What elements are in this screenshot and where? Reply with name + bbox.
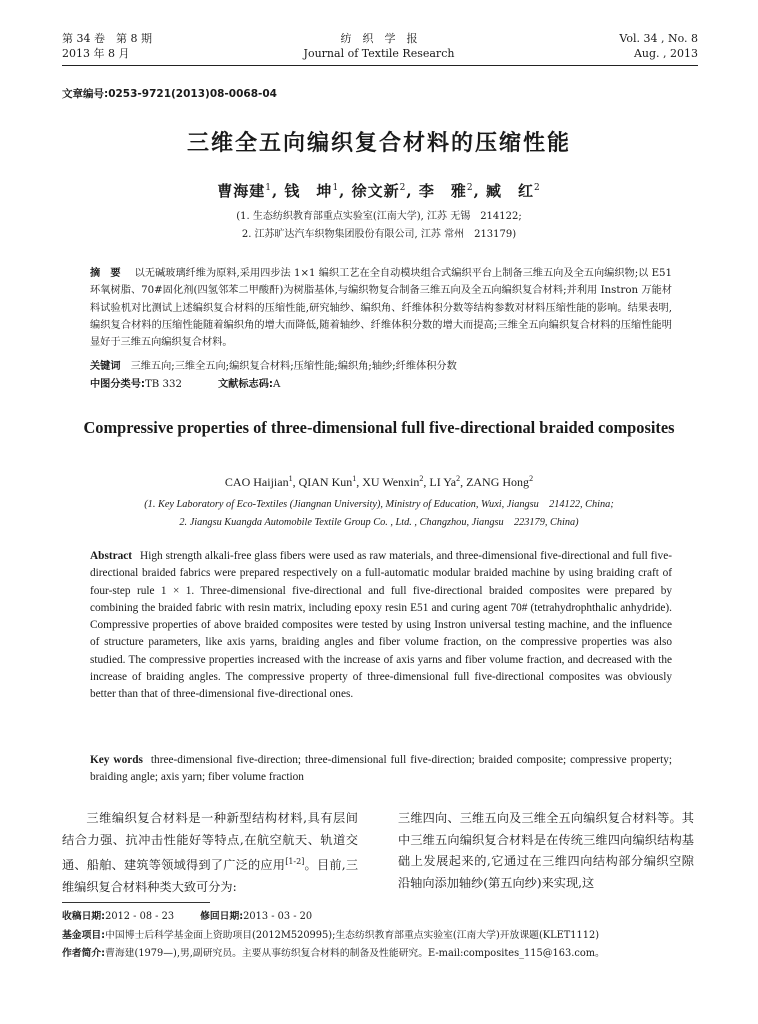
body-right-text: 三维四向、三维五向及三维全五向编织复合材料等。其中三维五向编织复合材料是在传统三维四向编织结构基础上发展起来的,它通过在三维四向结构部分编织空隙沿轴向添加轴纱(第五向纱)来实现,这 bbox=[398, 811, 694, 890]
affiliation-en-2: 2. Jiangsu Kuangda Automobile Textile Group Co. , Ltd. , Changzhou, Jiangsu 223179, China) bbox=[179, 517, 579, 528]
author-cn: 李 雅 bbox=[418, 182, 467, 200]
footnotes bbox=[62, 908, 702, 964]
body-left-text: 三维编织复合材料是一种新型结构材料,具有层间结合力强、抗冲击性能好等特点,在航空航天、轨道交通、船舶、建筑等领域得到了广泛的应用 bbox=[62, 811, 358, 873]
header-journal-en: Journal of Textile Research bbox=[303, 47, 455, 60]
author-sup: 2 bbox=[466, 183, 474, 193]
author-cn: 钱 坤 bbox=[284, 182, 333, 200]
affiliation-en-1: (1. Key Laboratory of Eco-Textiles (Jiangnan University), Ministry of Education, Wuxi, Jiangsu 214122, China; bbox=[144, 499, 614, 510]
clc-label: 中图分类号: bbox=[90, 379, 146, 390]
revised-value: 2013 - 03 - 20 bbox=[243, 911, 313, 922]
title-en: Compressive properties of three-dimensional full five-directional braided composites bbox=[83, 418, 675, 437]
body-column-right bbox=[398, 808, 694, 894]
doc-code-label: 文献标志码: bbox=[217, 379, 273, 390]
classification bbox=[90, 376, 672, 393]
author-cn: 臧 红 bbox=[486, 182, 535, 200]
abstract-cn bbox=[90, 265, 672, 351]
author-cn: 徐文新 bbox=[351, 182, 400, 200]
author-bio-label: 作者简介: bbox=[62, 948, 106, 959]
citation: [1-2] bbox=[285, 857, 305, 866]
keywords-cn-text: 三维五向;三维全五向;编织复合材料;压缩性能;编织角;轴纱;纤维体积分数 bbox=[130, 361, 457, 372]
author-sup: 2 bbox=[399, 183, 407, 193]
header-date-cn: 2013 年 8 月 bbox=[62, 47, 130, 60]
fund-value: 中国博士后科学基金面上资助项目(2012M520995);生态纺织教育部重点实验室(江南大学)开放课题(KLET1112) bbox=[105, 929, 600, 941]
author-sup: 1 bbox=[352, 474, 357, 483]
body-left-tail: 。目前,三维编织复合材料种类大致可分为: bbox=[62, 858, 359, 894]
article-id: 文章编号:0253-9721(2013)08-0068-04 bbox=[62, 88, 277, 100]
keywords-en-label: Key words bbox=[90, 754, 143, 766]
title-cn: 三维全五向编织复合材料的压缩性能 bbox=[186, 131, 571, 156]
abstract-en bbox=[90, 548, 672, 704]
keywords-cn-label: 关键词 bbox=[90, 361, 121, 372]
header-volume-issue-en: Vol. 34 , No. 8 bbox=[619, 32, 698, 45]
author-sup: 1 bbox=[265, 183, 272, 193]
abstract-en-label: Abstract bbox=[90, 550, 133, 562]
keywords-en-text: three-dimensional five-direction; three-dimensional full five-direction; braided composite; compressive property; braiding angle; axis yarn; fiber volume fraction bbox=[90, 754, 672, 784]
received-value: 2012 - 08 - 23 bbox=[105, 911, 175, 922]
keywords-cn bbox=[90, 358, 672, 375]
header-volume-issue-cn: 第 34 卷 第 8 期 bbox=[62, 32, 152, 45]
footnote-dates bbox=[62, 908, 702, 927]
author-en: ZANG Hong bbox=[466, 475, 530, 489]
author-sup: 2 bbox=[419, 474, 424, 483]
author-en: LI Ya bbox=[429, 475, 457, 489]
affiliation-cn-2: 2. 江苏旷达汽车织物集团股份有限公司, 江苏 常州 213179) bbox=[241, 229, 517, 240]
affiliation-cn-1: (1. 生态纺织教育部重点实验室(江南大学), 江苏 无锡 214122; bbox=[236, 211, 522, 222]
author-sup: 1 bbox=[332, 183, 340, 193]
footnote-fund bbox=[62, 927, 702, 946]
footnote-divider bbox=[62, 902, 210, 903]
body-column-left bbox=[62, 808, 358, 898]
author-sup: 2 bbox=[456, 474, 461, 483]
doc-code-value: A bbox=[273, 379, 281, 390]
abstract-cn-label: 摘 要 bbox=[90, 268, 121, 279]
author-sup: 2 bbox=[534, 183, 541, 193]
authors-cn: 曹海建$^1$, 钱 坤$^1$, 徐文新$^2$, 李 雅$^2$, 臧 红$^2$ bbox=[217, 182, 541, 200]
header-date-en: Aug. , 2013 bbox=[633, 47, 698, 60]
author-en: XU Wenxin bbox=[362, 475, 420, 489]
abstract-cn-text: 以无碱玻璃纤维为原料,采用四步法 1×1 编织工艺在全自动模块组合式编织平台上制备三维五向及全五向编织物;以 E51 环氧树脂、70#固化剂(四氢邻苯二甲酸酐)为树脂基体,与编织物复合制备三维五向及全五向编织复合材料;并利用 Instron 万能材料试验机对比测试上述编织复合材料的压缩性能,研究轴纱、编织角、纤维体积分数等结构参数对材料压缩性能的影响。结果表明,编织复合材料的压缩性能随着编织角的增大而降低,随着轴纱、纤维体积分数的增大而提高;三维全五向编织复合材料的压缩性能明显好于三维五向编织复合材料。 bbox=[90, 268, 673, 349]
footnote-author bbox=[62, 945, 702, 964]
revised-label: 修回日期: bbox=[200, 911, 244, 922]
author-sup: 2 bbox=[529, 474, 534, 483]
author-cn: 曹海建 bbox=[217, 182, 266, 200]
authors-en: CAO Haijian$^1$, QIAN Kun$^1$, XU Wenxin$^2$, LI Ya$^2$, ZANG Hong$^2$ bbox=[224, 474, 534, 489]
received-label: 收稿日期: bbox=[62, 911, 106, 922]
author-bio-value: 曹海建(1979—),男,副研究员。主要从事纺织复合材料的制备及性能研究。E-mail:composites_115@163.com。 bbox=[105, 948, 605, 959]
header-journal-cn: 纺 织 学 报 bbox=[340, 32, 418, 45]
clc-value: TB 332 bbox=[145, 379, 182, 390]
author-sup: 1 bbox=[288, 474, 293, 483]
author-en: CAO Haijian bbox=[224, 475, 289, 489]
abstract-en-text: High strength alkali-free glass fibers were used as raw materials, and three-dimensional five-directional and full five-directional braided fabrics were prepared respectively on a full-automatic modular braided machine by using braiding craft of four-step rule 1 × 1. Three-dimensional five-directional and full five-directional braided composites were prepared by combining the braided fabric with resin matrix, including epoxy resin E51 and curing agent 70# (tetrahydrophthalic anhydride). Compressive properties of above braided composites were tested by using Instron universal testing machine, and the influence of structure parameters, like axis yarns, braiding angles and fiber volume fraction, on the compressive properties was also studied. The compressive properties increased with the increase of axis yarns and fiber volume fraction, and decreased with the increase of braiding angles. The compressive property of three-dimensional full five-directional composites was obviously better than that of three-dimensional five-directional ones. bbox=[90, 550, 672, 701]
author-en: QIAN Kun bbox=[298, 475, 353, 489]
header-volume-en bbox=[619, 31, 698, 61]
fund-label: 基金项目: bbox=[62, 929, 106, 941]
keywords-en bbox=[90, 752, 672, 787]
header-divider bbox=[62, 65, 698, 66]
